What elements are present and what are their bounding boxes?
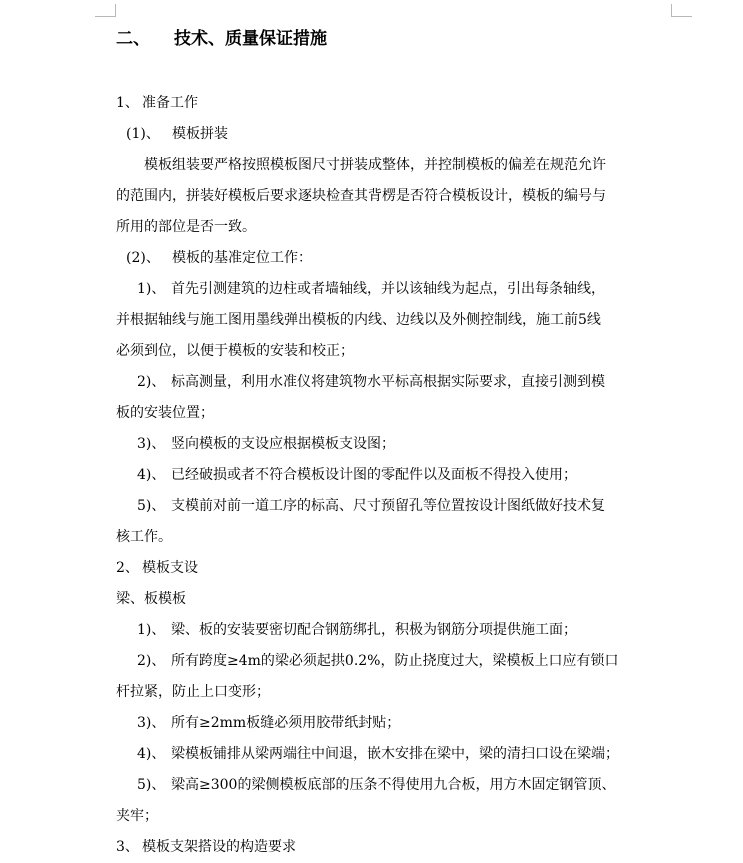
list-item-text: 竖向模板的支设应根据模板支设图； <box>171 436 395 452</box>
section-3-label: 3、 <box>116 839 139 855</box>
beam-slab-title: 梁、板模板 <box>116 591 186 607</box>
section-1-title <box>116 88 676 119</box>
list-item-text: 梁模板铺排从梁两端往中间退，嵌木安排在梁中，梁的清扫口设在梁端； <box>171 746 619 762</box>
document-body[interactable] <box>116 25 676 863</box>
section-3-title <box>116 832 676 863</box>
section-3-text: 模板支架搭设的构造要求 <box>142 839 296 855</box>
list-item-text: 所有跨度≥4m的梁必须起拱0.2%，防止挠度过大，梁模板上口应有锁口 <box>171 653 619 669</box>
list-item-text: 首先引测建筑的边柱或者墙轴线，并以该轴线为起点，引出每条轴线， <box>171 281 605 297</box>
list-item-continuation: 必须到位，以便于模板的安装和校正； <box>116 343 354 359</box>
list-item-text: 已经破损或者不符合模板设计图的零配件以及面板不得投入使用； <box>171 467 577 483</box>
list-item <box>116 367 676 398</box>
list-item <box>116 460 676 491</box>
list-item <box>116 615 676 646</box>
list-item-continuation: 夹牢； <box>116 808 158 824</box>
list-item <box>116 274 676 305</box>
list-item <box>116 708 676 739</box>
section-heading <box>116 25 676 53</box>
list-item-label: 1)、 <box>137 281 166 297</box>
list-item-label: 4)、 <box>137 467 166 483</box>
list-item-text: 支模前对前一道工序的标高、尺寸预留孔等位置按设计图纸做好技术复 <box>171 498 605 514</box>
list-item-label: 4)、 <box>137 746 166 762</box>
section-2-title <box>116 553 676 584</box>
list-item-continuation: 并根据轴线与施工图用墨线弹出模板的内线、边线以及外侧控制线，施工前5线 <box>116 312 601 328</box>
heading-title: 技术、质量保证措施 <box>174 29 327 49</box>
list-item-text: 梁、板的安装要密切配合钢筋绑扎，积极为钢筋分项提供施工面； <box>171 622 577 638</box>
list-item-text: 标高测量，利用水准仪将建筑物水平标高根据实际要求，直接引测到模 <box>171 374 605 390</box>
list-item-text: 梁高≥300的梁侧模板底部的压条不得使用九合板，用方木固定钢管顶、 <box>171 777 616 793</box>
subsection-1-label: (1)、 <box>126 126 160 142</box>
list-item-label: 3)、 <box>137 436 166 452</box>
subsection-1-title <box>116 119 676 150</box>
subsection-2-title <box>116 243 676 274</box>
heading-number: 二、 <box>116 29 150 49</box>
list-item-label: 2)、 <box>137 653 166 669</box>
list-item <box>116 739 676 770</box>
list-item <box>116 491 676 522</box>
subsection-2-text: 模板的基准定位工作： <box>172 250 312 266</box>
list-item-label: 1)、 <box>137 622 166 638</box>
section-2-label: 2、 <box>116 560 139 576</box>
subsection-1-text: 模板拼装 <box>172 126 228 142</box>
list-item <box>116 646 676 677</box>
list-item-continuation: 核工作。 <box>116 529 172 545</box>
page-corner-mark-left <box>95 4 116 17</box>
paragraph-line: 所用的部位是否一致。 <box>116 219 256 235</box>
list-item-label: 3)、 <box>137 715 166 731</box>
paragraph-line: 的范围内，拼装好模板后要求逐块检查其背楞是否符合模板设计，模板的编号与 <box>116 188 606 204</box>
list-item <box>116 770 676 801</box>
list-item <box>116 429 676 460</box>
list-item-label: 2)、 <box>137 374 166 390</box>
list-item-label: 5)、 <box>137 777 166 793</box>
list-item-continuation: 杆拉紧，防止上口变形； <box>116 684 270 700</box>
section-2-text: 模板支设 <box>142 560 198 576</box>
section-1-label: 1、 <box>116 95 139 111</box>
subsection-2-label: (2)、 <box>126 250 160 266</box>
list-item-text: 所有≥2mm板缝必须用胶带纸封贴； <box>171 715 401 731</box>
list-item-label: 5)、 <box>137 498 166 514</box>
section-1-text: 准备工作 <box>142 95 198 111</box>
page-corner-mark-right <box>671 4 692 17</box>
spacer <box>116 53 676 88</box>
list-item-continuation: 板的安装位置； <box>116 405 214 421</box>
paragraph-line: 模板组装要严格按照模板图尺寸拼装成整体，并控制模板的偏差在规范允许 <box>144 157 606 173</box>
